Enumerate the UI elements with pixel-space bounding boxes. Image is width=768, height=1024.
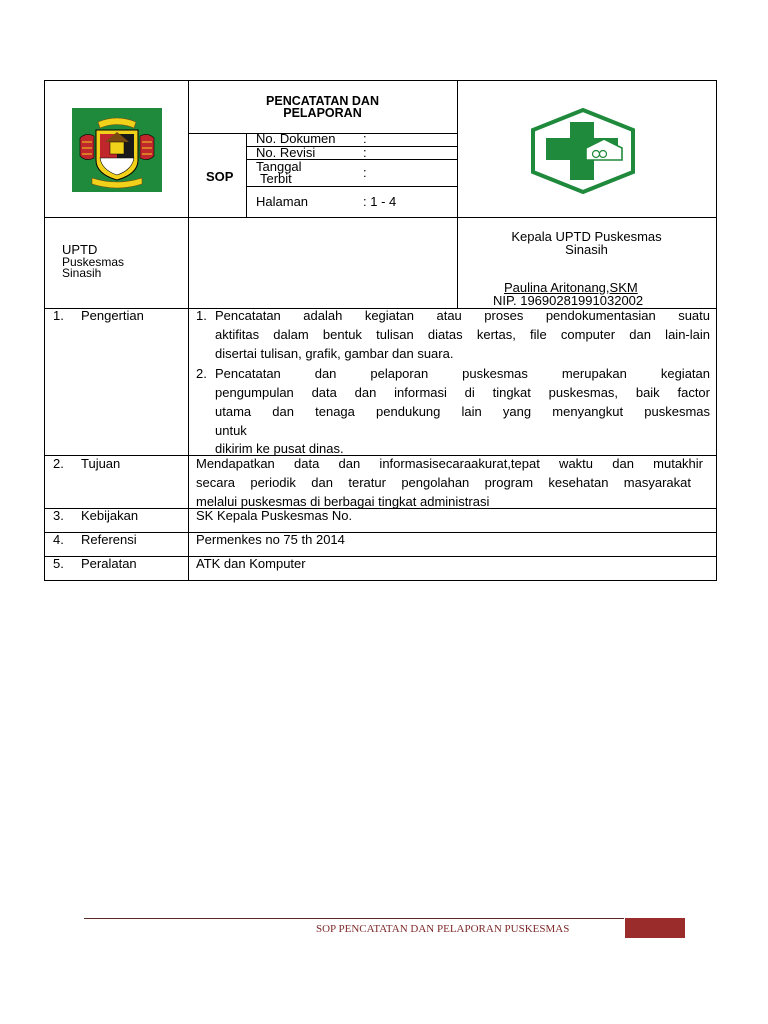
tanggal-label: Tanggal xyxy=(256,159,302,174)
row1-item2-line1: Pencatatan dan pelaporan puskesmas merupakan kegiatan xyxy=(215,366,710,381)
puskesmas-cross-icon xyxy=(530,108,636,194)
uptd-label: UPTD xyxy=(62,242,98,257)
row1-item2-line2: pengumpulan data dan informasi di tingkat puskesmas, baik factor xyxy=(215,385,710,400)
header-right-border xyxy=(716,80,717,581)
simalungun-crest-icon xyxy=(72,108,162,192)
row4-number: 4. xyxy=(53,532,64,547)
row1-item2-line4: untuk xyxy=(215,423,247,438)
sop-title-line1: PENCATATAN DAN xyxy=(266,94,379,108)
row1-label: Pengertian xyxy=(81,308,144,323)
row4-text: Permenkes no 75 th 2014 xyxy=(196,532,345,547)
footer-text: SOP PENCATATAN DAN PELAPORAN PUSKESMAS xyxy=(316,923,570,935)
footer-rule xyxy=(84,918,624,919)
tanggal-value: : xyxy=(363,165,367,180)
row-divider-3 xyxy=(44,532,716,533)
row1-item1-line1: Pencatatan adalah kegiatan atau proses pendokumentasian suatu xyxy=(215,308,710,323)
row5-label: Peralatan xyxy=(81,556,137,571)
row1-item1-line2: aktifitas dalam bentuk tulisan diatas kertas, file computer dan lain-lain xyxy=(215,327,710,342)
row-divider-4 xyxy=(44,556,716,557)
sop-title-line2: PELAPORAN xyxy=(283,106,362,120)
halaman-value: : 1 - 4 xyxy=(363,194,397,209)
row2-number: 2. xyxy=(53,456,64,471)
row5-number: 5. xyxy=(53,556,64,571)
row3-number: 3. xyxy=(53,508,64,523)
sop-label: SOP xyxy=(206,169,234,184)
no-revisi-label: No. Revisi xyxy=(256,145,316,160)
halaman-label: Halaman xyxy=(256,194,309,209)
terbit-label: Terbit xyxy=(260,171,292,186)
row1-item2-line3: utama dan tenaga pendukung lain yang menyangkut puskesmas xyxy=(215,404,710,419)
signer-name: Paulina Aritonang,SKM xyxy=(504,280,638,295)
header-col2-divider xyxy=(457,80,458,308)
no-dokumen-label: No. Dokumen xyxy=(256,131,336,146)
no-revisi-value: : xyxy=(363,145,367,160)
footer-color-bar xyxy=(625,918,685,938)
header-left-border xyxy=(44,80,45,581)
puskesmas-logo xyxy=(530,108,636,194)
body-bottom-border xyxy=(44,580,716,581)
row5-text: ATK dan Komputer xyxy=(196,556,306,571)
simalungun-logo xyxy=(72,108,162,192)
header-col1-divider xyxy=(188,80,189,581)
signer-nip: NIP. 19690281991032002 xyxy=(493,293,644,308)
info-row-line-3 xyxy=(246,186,457,187)
row4-label: Referensi xyxy=(81,532,137,547)
row1-item2-number: 2. xyxy=(196,366,207,381)
row1-number: 1. xyxy=(53,308,64,323)
kepala-location: Sinasih xyxy=(565,242,608,257)
row2-label: Tujuan xyxy=(81,456,121,471)
row2-line3: melalui puskesmas di berbagai tingkat administrasi xyxy=(196,494,490,509)
header-mid-border xyxy=(44,217,716,218)
kepala-title: Kepala UPTD Puskesmas xyxy=(511,229,662,244)
row1-item1-line3: disertai tulisan, grafik, gambar dan suara. xyxy=(215,346,454,361)
row2-line1: Mendapatkan data dan informasisecaraakurat,tepat waktu dan mutakhir xyxy=(196,456,703,471)
no-dokumen-value: : xyxy=(363,131,367,146)
row3-text: SK Kepala Puskesmas No. xyxy=(196,508,353,523)
row2-line2: secara periodik dan teratur pengolahan program kesehatan masyarakat xyxy=(196,475,691,490)
puskesmas-label: Puskesmas xyxy=(62,255,125,269)
row3-label: Kebijakan xyxy=(81,508,139,523)
sinasih-label: Sinasih xyxy=(62,266,102,280)
row1-item2-line5: dikirim ke pusat dinas. xyxy=(215,441,344,456)
row1-item1-number: 1. xyxy=(196,308,207,323)
header-top-border xyxy=(44,80,716,81)
